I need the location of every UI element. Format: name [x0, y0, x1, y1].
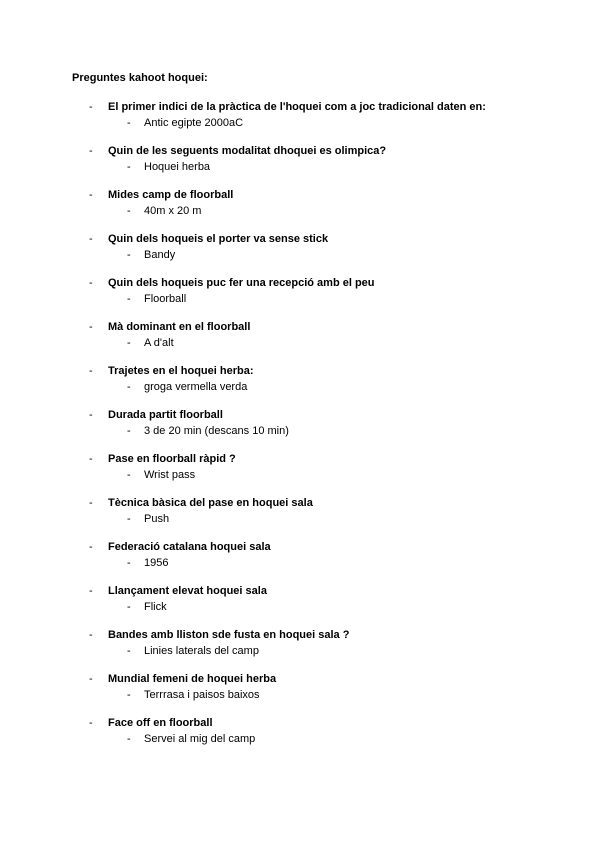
question-text: El primer indici de la pràctica de l'hoquei com a joc tradicional daten en: — [108, 101, 486, 113]
question-text: Llançament elevat hoquei sala — [108, 585, 267, 597]
question-item — [0, 540, 600, 584]
question-bullet: - — [89, 101, 93, 113]
question-text: Bandes amb lliston sde fusta en hoquei sala ? — [108, 629, 350, 641]
answer-text: A d'alt — [144, 337, 174, 349]
question-text: Face off en floorball — [108, 717, 213, 729]
question-item — [0, 364, 600, 408]
answer-text: Hoquei herba — [144, 161, 211, 173]
question-text: Trajetes en el hoquei herba: — [108, 365, 254, 377]
question-text: Quin dels hoqueis puc fer una recepció amb el peu — [108, 277, 375, 289]
question-bullet: - — [89, 453, 93, 465]
answer-bullet: - — [127, 689, 131, 701]
answer-bullet: - — [127, 117, 131, 129]
answer-text: 3 de 20 min (descans 10 min) — [144, 425, 289, 437]
answer-bullet: - — [127, 293, 131, 305]
question-text: Pase en floorball ràpid ? — [108, 453, 236, 465]
answer-text: Terrrasa i paisos baixos — [144, 689, 260, 701]
question-text: Tècnica bàsica del pase en hoquei sala — [108, 497, 313, 509]
question-item — [0, 716, 600, 760]
question-text: Quin dels hoqueis el porter va sense stick — [108, 233, 329, 245]
question-bullet: - — [89, 717, 93, 729]
answer-text: Flick — [144, 601, 167, 613]
question-item — [0, 276, 600, 320]
question-list — [0, 100, 600, 760]
question-item — [0, 232, 600, 276]
question-item — [0, 584, 600, 628]
answer-bullet: - — [127, 601, 131, 613]
question-item — [0, 144, 600, 188]
answer-bullet: - — [127, 249, 131, 261]
answer-text: Servei al mig del camp — [144, 733, 256, 745]
question-bullet: - — [89, 145, 93, 157]
question-item — [0, 100, 600, 144]
answer-bullet: - — [127, 161, 131, 173]
question-text: Mà dominant en el floorball — [108, 321, 251, 333]
answer-bullet: - — [127, 425, 131, 437]
answer-text: Bandy — [144, 249, 176, 261]
question-text: Federació catalana hoquei sala — [108, 541, 271, 553]
answer-bullet: - — [127, 513, 131, 525]
question-bullet: - — [89, 233, 93, 245]
answer-bullet: - — [127, 337, 131, 349]
answer-text: groga vermella verda — [144, 381, 248, 393]
answer-text: Wrist pass — [144, 469, 196, 481]
question-bullet: - — [89, 321, 93, 333]
question-item — [0, 672, 600, 716]
question-bullet: - — [89, 541, 93, 553]
question-item — [0, 320, 600, 364]
question-bullet: - — [89, 585, 93, 597]
answer-text: Push — [144, 513, 170, 525]
question-bullet: - — [89, 629, 93, 641]
question-item — [0, 408, 600, 452]
answer-text: 1956 — [144, 557, 169, 569]
question-text: Mides camp de floorball — [108, 189, 234, 201]
question-bullet: - — [89, 277, 93, 289]
question-bullet: - — [89, 189, 93, 201]
question-bullet: - — [89, 365, 93, 377]
question-item — [0, 188, 600, 232]
question-text: Durada partit floorball — [108, 409, 223, 421]
answer-bullet: - — [127, 469, 131, 481]
question-item — [0, 452, 600, 496]
document-title: Preguntes kahoot hoquei: — [72, 72, 208, 84]
question-text: Quin de les seguents modalitat dhoquei es olimpica? — [108, 145, 387, 157]
answer-bullet: - — [127, 381, 131, 393]
answer-bullet: - — [127, 645, 131, 657]
answer-text: Linies laterals del camp — [144, 645, 259, 657]
question-item — [0, 628, 600, 672]
question-item — [0, 496, 600, 540]
question-bullet: - — [89, 409, 93, 421]
answer-text: 40m x 20 m — [144, 205, 202, 217]
question-text: Mundial femeni de hoquei herba — [108, 673, 277, 685]
answer-text: Floorball — [144, 293, 187, 305]
question-bullet: - — [89, 497, 93, 509]
answer-bullet: - — [127, 557, 131, 569]
answer-text: Antic egipte 2000aC — [144, 117, 244, 129]
answer-bullet: - — [127, 205, 131, 217]
answer-bullet: - — [127, 733, 131, 745]
question-bullet: - — [89, 673, 93, 685]
